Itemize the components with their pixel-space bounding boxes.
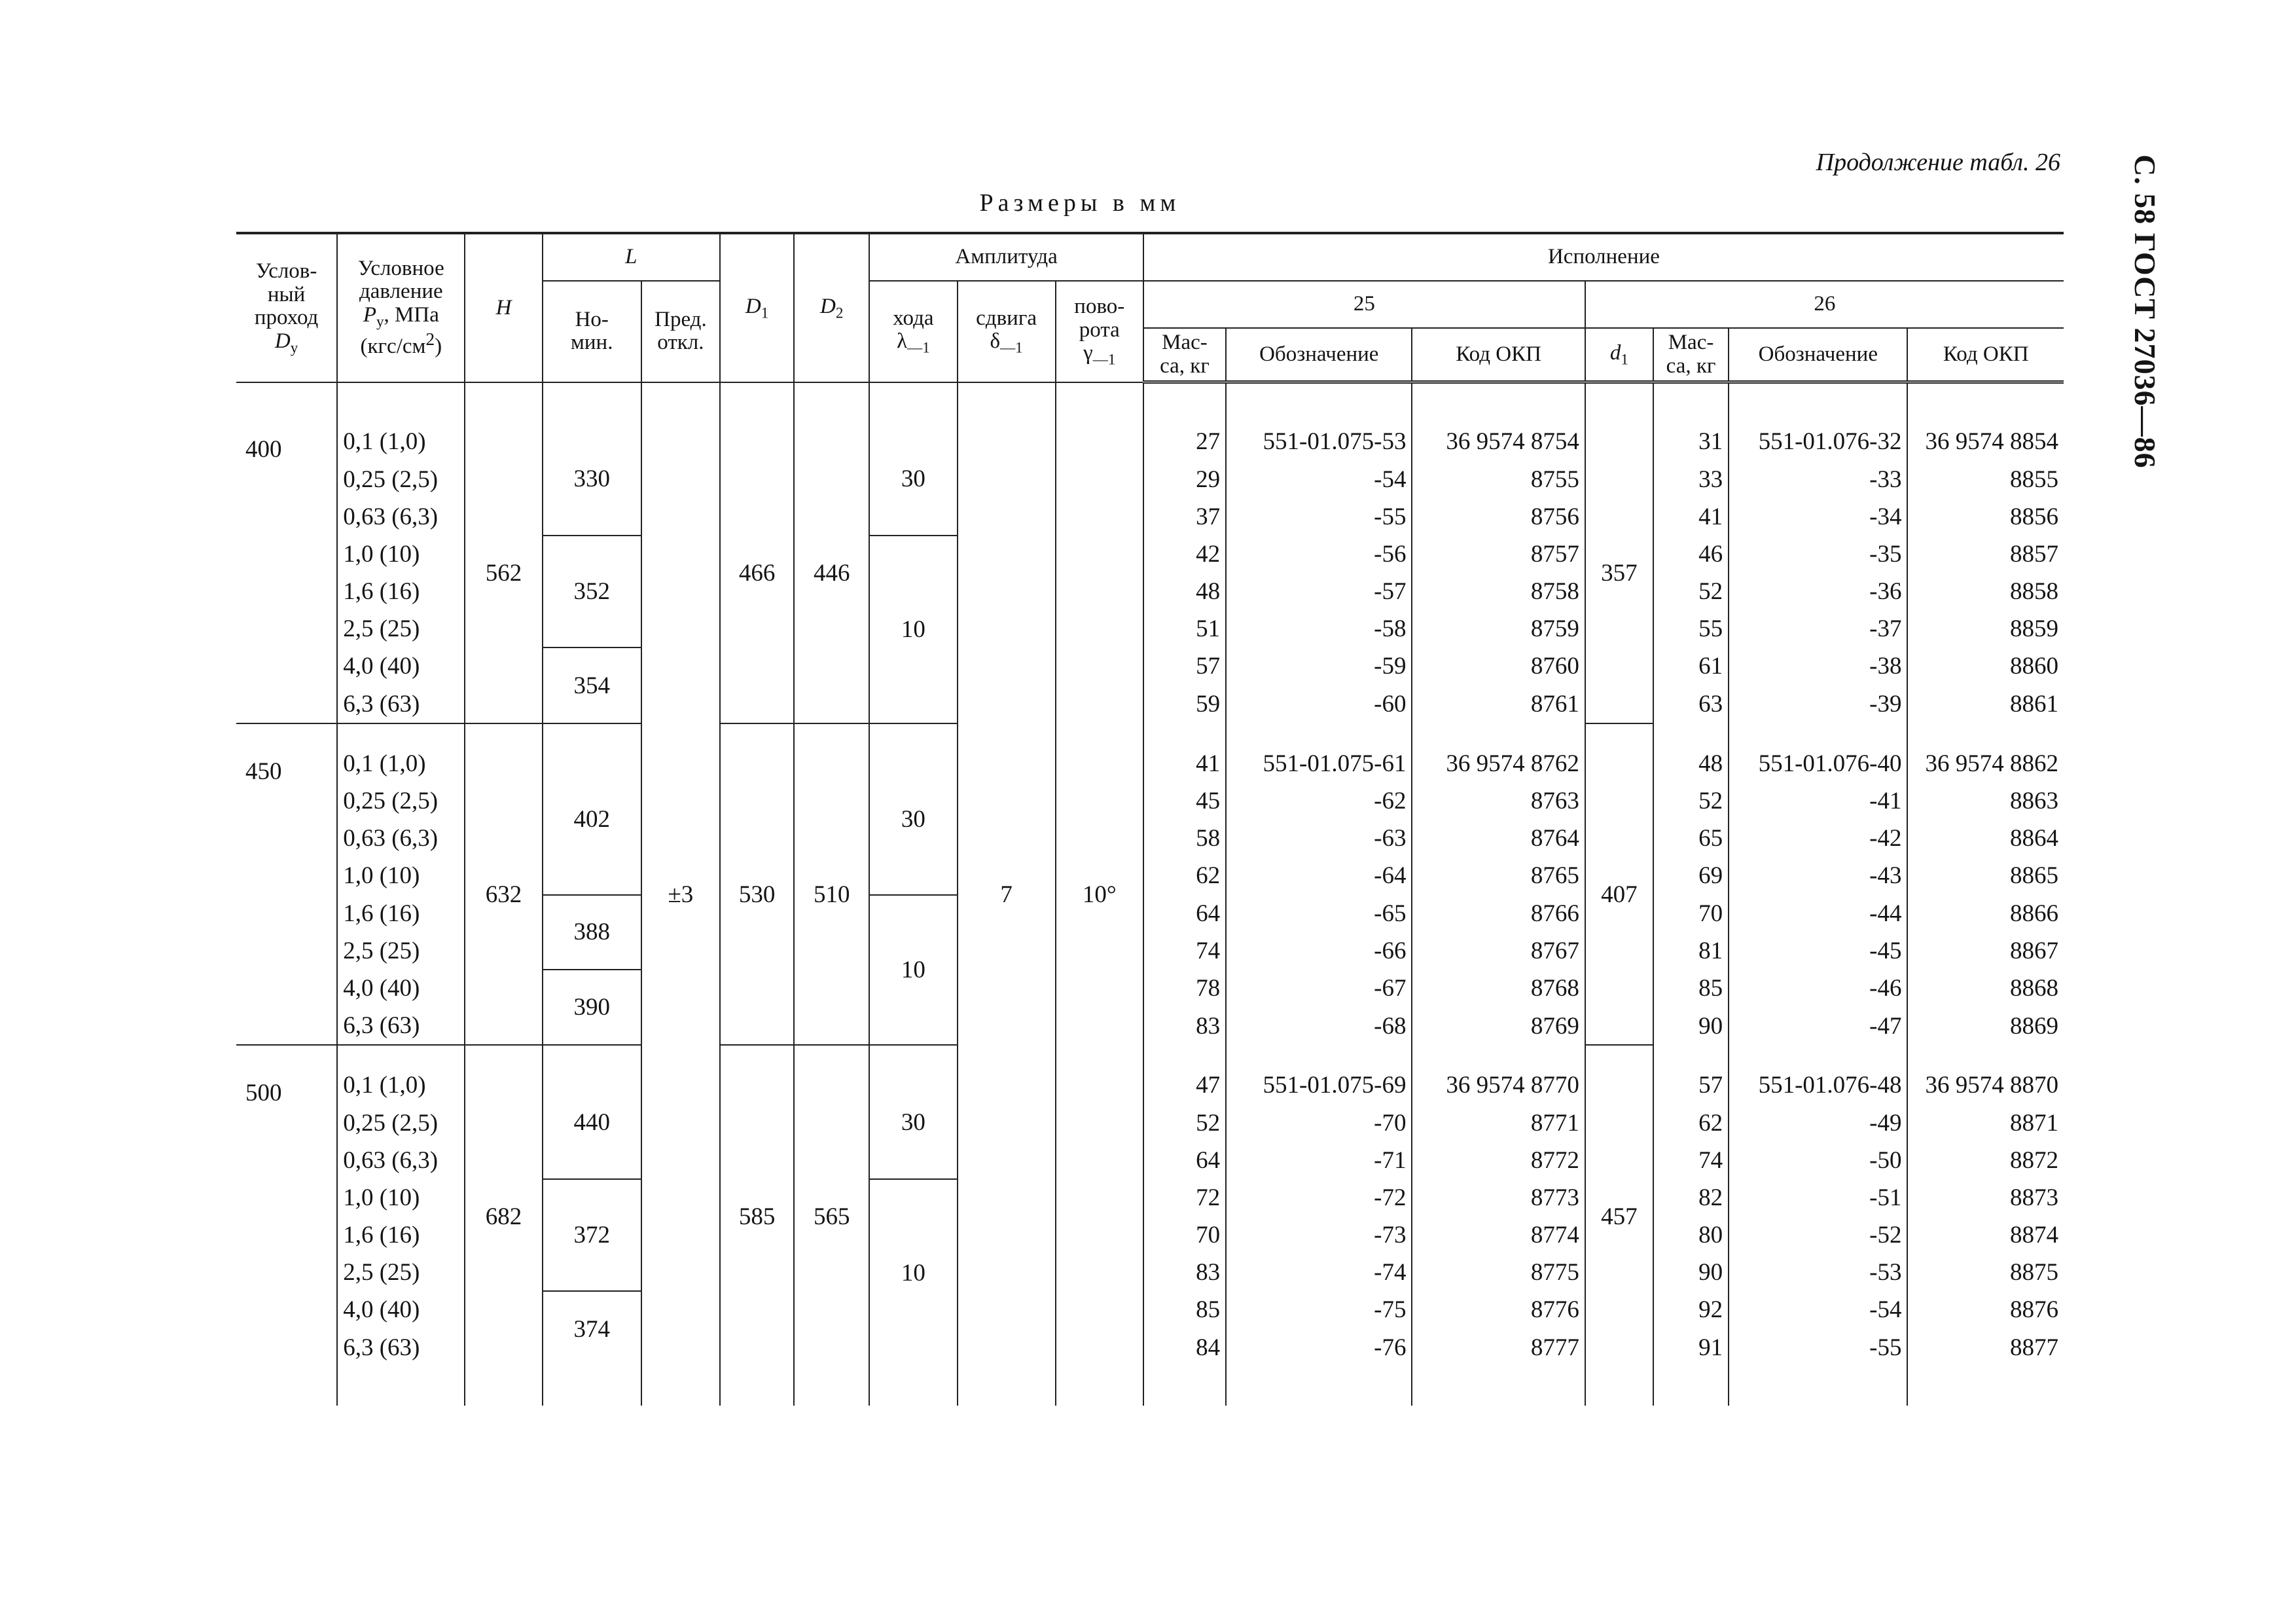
- mass-26-cell: 65: [1653, 820, 1729, 857]
- bottom-spacer-cell: [1907, 1366, 2064, 1406]
- separator-cell: [794, 723, 869, 745]
- designation-26-cell: -54: [1729, 1291, 1907, 1328]
- designation-26-cell: -44: [1729, 895, 1907, 932]
- header-small-d1: $d_1$: [1585, 328, 1653, 382]
- designation-25-cell: -74: [1226, 1254, 1412, 1291]
- bottom-spacer-cell: [1729, 1366, 1907, 1406]
- mass-26-cell: 80: [1653, 1216, 1729, 1254]
- designation-25-cell: -62: [1226, 782, 1412, 820]
- table-row: [236, 1067, 2064, 1104]
- bottom-spacer-cell: [465, 1366, 542, 1406]
- mass-26-cell: 46: [1653, 536, 1729, 573]
- bottom-spacer-cell: [641, 1366, 720, 1406]
- okp-26-cell: 8877: [1907, 1329, 2064, 1366]
- designation-25-cell: -55: [1226, 498, 1412, 536]
- okp-25-cell: 8764: [1412, 820, 1585, 857]
- pressure-cell: 2,5 (25): [337, 932, 465, 970]
- bottom-spacer-cell: [958, 1366, 1056, 1406]
- header-amplitude-shift: сдвига $\delta_{—1}$: [958, 281, 1056, 382]
- okp-26-cell: 8860: [1907, 647, 2064, 685]
- okp-26-cell: 8857: [1907, 536, 2064, 573]
- pressure-cell: 0,25 (2,5): [337, 782, 465, 820]
- header-d2: $D_2$: [794, 233, 869, 382]
- okp-25-cell: 8757: [1412, 536, 1585, 573]
- okp-25-cell: 8766: [1412, 895, 1585, 932]
- designation-25-cell: -66: [1226, 932, 1412, 970]
- mass-26-cell: 48: [1653, 745, 1729, 782]
- separator-cell: [720, 1045, 794, 1067]
- length-deviation-cell: ±3: [641, 423, 720, 1366]
- separator-cell: [1412, 723, 1585, 745]
- page-side-header: С. 58 ГОСТ 27036—86: [2128, 155, 2162, 469]
- amplitude-stroke-cell: 30: [869, 1067, 957, 1179]
- pressure-cell: 0,63 (6,3): [337, 1142, 465, 1179]
- nominal-bore-cell: 450: [245, 757, 282, 785]
- header-designation-26: Обозначение: [1729, 328, 1907, 382]
- okp-25-cell: 8758: [1412, 573, 1585, 610]
- designation-26-cell: -52: [1729, 1216, 1907, 1254]
- designation-25-cell: -56: [1226, 536, 1412, 573]
- okp-25-cell: 36 9574 8770: [1412, 1067, 1585, 1104]
- mass-25-cell: 45: [1143, 782, 1226, 820]
- designation-26-cell: -50: [1729, 1142, 1907, 1179]
- okp-25-cell: 8776: [1412, 1291, 1585, 1328]
- okp-26-cell: 8872: [1907, 1142, 2064, 1179]
- designation-25-cell: -57: [1226, 573, 1412, 610]
- okp-26-cell: 8867: [1907, 932, 2064, 970]
- header-amplitude: Амплитуда: [869, 233, 1143, 281]
- designation-25-cell: -59: [1226, 647, 1412, 685]
- okp-26-cell: 8876: [1907, 1291, 2064, 1328]
- okp-26-cell: 8866: [1907, 895, 2064, 932]
- pressure-cell: 2,5 (25): [337, 1254, 465, 1291]
- amplitude-stroke-cell: 10: [869, 1179, 957, 1366]
- height-cell: 632: [465, 745, 542, 1046]
- okp-26-cell: 36 9574 8862: [1907, 745, 2064, 782]
- designation-26-cell: -51: [1729, 1179, 1907, 1216]
- spacer-cell: [1143, 382, 1226, 424]
- okp-25-cell: 8771: [1412, 1104, 1585, 1141]
- okp-26-cell: 8874: [1907, 1216, 2064, 1254]
- pressure-cell: 0,1 (1,0): [337, 1067, 465, 1104]
- mass-26-cell: 69: [1653, 857, 1729, 894]
- okp-25-cell: 36 9574 8754: [1412, 423, 1585, 460]
- designation-25-cell: -76: [1226, 1329, 1412, 1366]
- separator-cell: [337, 1045, 465, 1067]
- okp-25-cell: 8763: [1412, 782, 1585, 820]
- designation-26-cell: -55: [1729, 1329, 1907, 1366]
- spacer-row: [236, 382, 2064, 424]
- designation-26-cell: -53: [1729, 1254, 1907, 1291]
- okp-25-cell: 8774: [1412, 1216, 1585, 1254]
- spacer-cell: [1907, 382, 2064, 424]
- length-nominal-cell: 374: [543, 1291, 641, 1366]
- table-row: [236, 745, 2064, 782]
- designation-26-cell: -49: [1729, 1104, 1907, 1141]
- separator-cell: [1143, 723, 1226, 745]
- mass-25-cell: 51: [1143, 610, 1226, 647]
- okp-25-cell: 8773: [1412, 1179, 1585, 1216]
- mass-26-cell: 81: [1653, 932, 1729, 970]
- okp-25-cell: 8767: [1412, 932, 1585, 970]
- length-nominal-cell: 330: [543, 423, 641, 536]
- height-cell: 682: [465, 1067, 542, 1366]
- designation-25-cell: -73: [1226, 1216, 1412, 1254]
- pressure-cell: 1,0 (10): [337, 536, 465, 573]
- okp-26-cell: 36 9574 8870: [1907, 1067, 2064, 1104]
- pressure-cell: 2,5 (25): [337, 610, 465, 647]
- header-okp-25: Код ОКП: [1412, 328, 1585, 382]
- amplitude-stroke-cell: 30: [869, 423, 957, 536]
- spacer-cell: [794, 382, 869, 424]
- designation-25-cell: -72: [1226, 1179, 1412, 1216]
- header-okp-26: Код ОКП: [1907, 328, 2064, 382]
- d1-cell: 466: [720, 423, 794, 723]
- separator-cell: [465, 723, 542, 745]
- separator-cell: [1226, 723, 1412, 745]
- separator-cell: [1585, 723, 1653, 745]
- mass-25-cell: 48: [1143, 573, 1226, 610]
- okp-25-cell: 8755: [1412, 460, 1585, 498]
- separator-cell: [1585, 1045, 1653, 1067]
- bottom-spacer-cell: [1143, 1366, 1226, 1406]
- amplitude-rotation-cell: 10°: [1056, 423, 1143, 1366]
- table-row: [236, 423, 2064, 460]
- mass-25-cell: 59: [1143, 685, 1226, 723]
- separator-cell: [337, 723, 465, 745]
- mass-26-cell: 63: [1653, 685, 1729, 723]
- header-length-deviation: Пред. откл.: [641, 281, 720, 382]
- spacer-cell: [1056, 382, 1143, 424]
- mass-25-cell: 70: [1143, 1216, 1226, 1254]
- separator-cell: [236, 723, 337, 745]
- pressure-cell: 6,3 (63): [337, 1007, 465, 1045]
- designation-25-cell: -63: [1226, 820, 1412, 857]
- nominal-bore-cell: 500: [245, 1080, 282, 1107]
- mass-25-cell: 57: [1143, 647, 1226, 685]
- height-cell: 562: [465, 423, 542, 723]
- mass-26-cell: 70: [1653, 895, 1729, 932]
- separator-cell: [1729, 723, 1907, 745]
- separator-cell: [236, 1045, 337, 1067]
- units-caption: Размеры в мм: [979, 189, 1181, 217]
- mass-26-cell: 61: [1653, 647, 1729, 685]
- spacer-cell: [337, 382, 465, 424]
- bottom-spacer-cell: [1412, 1366, 1585, 1406]
- pressure-cell: 0,1 (1,0): [337, 423, 465, 460]
- amplitude-stroke-cell: 10: [869, 536, 957, 723]
- d2-cell: 510: [794, 745, 869, 1046]
- mass-26-cell: 62: [1653, 1104, 1729, 1141]
- length-nominal-cell: 352: [543, 536, 641, 648]
- designation-25-cell: 551-01.075-61: [1226, 745, 1412, 782]
- designation-26-cell: -33: [1729, 460, 1907, 498]
- separator-cell: [1226, 1045, 1412, 1067]
- designation-25-cell: -64: [1226, 857, 1412, 894]
- okp-25-cell: 8759: [1412, 610, 1585, 647]
- designation-26-cell: -34: [1729, 498, 1907, 536]
- okp-26-cell: 8856: [1907, 498, 2064, 536]
- mass-26-cell: 85: [1653, 970, 1729, 1007]
- header-amplitude-stroke: хода $\lambda_{—1}$: [869, 281, 957, 382]
- mass-26-cell: 33: [1653, 460, 1729, 498]
- header-height: H: [465, 233, 542, 382]
- group-separator-row: [236, 1045, 2064, 1067]
- spacer-cell: [641, 382, 720, 424]
- mass-26-cell: 41: [1653, 498, 1729, 536]
- mass-25-cell: 37: [1143, 498, 1226, 536]
- nominal-bore-cell: 400: [245, 436, 282, 464]
- designation-25-cell: -71: [1226, 1142, 1412, 1179]
- spacer-cell: [958, 382, 1056, 424]
- spacer-cell: [236, 382, 337, 424]
- separator-cell: [1907, 723, 2064, 745]
- okp-25-cell: 8777: [1412, 1329, 1585, 1366]
- pressure-cell: 0,25 (2,5): [337, 460, 465, 498]
- spacer-cell: [1585, 382, 1653, 424]
- designation-25-cell: -70: [1226, 1104, 1412, 1141]
- okp-26-cell: 8861: [1907, 685, 2064, 723]
- header-execution: Исполнение: [1143, 233, 2064, 281]
- separator-cell: [1653, 1045, 1729, 1067]
- okp-25-cell: 8775: [1412, 1254, 1585, 1291]
- designation-26-cell: -35: [1729, 536, 1907, 573]
- mass-25-cell: 29: [1143, 460, 1226, 498]
- group-separator-row: [236, 723, 2064, 745]
- length-nominal-cell: 354: [543, 647, 641, 723]
- okp-25-cell: 8772: [1412, 1142, 1585, 1179]
- table-continuation-caption: Продолжение табл. 26: [1816, 149, 2060, 176]
- designation-25-cell: -67: [1226, 970, 1412, 1007]
- designation-26-cell: -39: [1729, 685, 1907, 723]
- d1-cell: 585: [720, 1067, 794, 1366]
- spacer-cell: [720, 382, 794, 424]
- designation-26-cell: 551-01.076-32: [1729, 423, 1907, 460]
- spacer-cell: [1226, 382, 1412, 424]
- mass-25-cell: 58: [1143, 820, 1226, 857]
- header-d1: $D_1$: [720, 233, 794, 382]
- bottom-spacer-cell: [720, 1366, 794, 1406]
- okp-25-cell: 36 9574 8762: [1412, 745, 1585, 782]
- amplitude-stroke-cell: 30: [869, 745, 957, 895]
- mass-25-cell: 41: [1143, 745, 1226, 782]
- bottom-spacer-cell: [1226, 1366, 1412, 1406]
- mass-26-cell: 57: [1653, 1067, 1729, 1104]
- length-nominal-cell: 440: [543, 1067, 641, 1179]
- length-nominal-cell: 390: [543, 970, 641, 1045]
- designation-26-cell: -46: [1729, 970, 1907, 1007]
- okp-26-cell: 8871: [1907, 1104, 2064, 1141]
- mass-26-cell: 52: [1653, 573, 1729, 610]
- okp-26-cell: 8865: [1907, 857, 2064, 894]
- designation-25-cell: -65: [1226, 895, 1412, 932]
- mass-26-cell: 74: [1653, 1142, 1729, 1179]
- pressure-cell: 0,25 (2,5): [337, 1104, 465, 1141]
- separator-cell: [543, 1045, 641, 1067]
- pressure-cell: 4,0 (40): [337, 647, 465, 685]
- pressure-cell: 0,63 (6,3): [337, 820, 465, 857]
- header-amplitude-rotation: пово- рота $\gamma_{—1}$: [1056, 281, 1143, 382]
- separator-cell: [1729, 1045, 1907, 1067]
- designation-26-cell: -47: [1729, 1007, 1907, 1045]
- mass-26-cell: 52: [1653, 782, 1729, 820]
- amplitude-shift-cell: 7: [958, 423, 1056, 1366]
- okp-26-cell: 8864: [1907, 820, 2064, 857]
- mass-26-cell: 90: [1653, 1254, 1729, 1291]
- amplitude-stroke-cell: 10: [869, 895, 957, 1046]
- small-d1-cell: 357: [1585, 423, 1653, 723]
- separator-cell: [1143, 1045, 1226, 1067]
- header-length-nominal: Но- мин.: [543, 281, 641, 382]
- designation-25-cell: 551-01.075-69: [1226, 1067, 1412, 1104]
- mass-25-cell: 84: [1143, 1329, 1226, 1366]
- pressure-cell: 4,0 (40): [337, 1291, 465, 1328]
- bottom-spacer-cell: [794, 1366, 869, 1406]
- length-nominal-cell: 372: [543, 1179, 641, 1292]
- table-header: [236, 233, 2064, 382]
- mass-26-cell: 92: [1653, 1291, 1729, 1328]
- okp-25-cell: 8768: [1412, 970, 1585, 1007]
- d2-cell: 565: [794, 1067, 869, 1366]
- mass-25-cell: 42: [1143, 536, 1226, 573]
- designation-25-cell: -58: [1226, 610, 1412, 647]
- designation-26-cell: -36: [1729, 573, 1907, 610]
- bottom-spacer-cell: [1653, 1366, 1729, 1406]
- header-execution-25: 25: [1143, 281, 1585, 328]
- okp-26-cell: 8873: [1907, 1179, 2064, 1216]
- mass-25-cell: 78: [1143, 970, 1226, 1007]
- mass-25-cell: 47: [1143, 1067, 1226, 1104]
- spacer-cell: [869, 382, 957, 424]
- designation-26-cell: -41: [1729, 782, 1907, 820]
- designation-25-cell: -60: [1226, 685, 1412, 723]
- mass-26-cell: 55: [1653, 610, 1729, 647]
- length-nominal-cell: 388: [543, 895, 641, 970]
- separator-cell: [465, 1045, 542, 1067]
- header-nominal-bore: Услов- ный проход $D_у$: [236, 233, 337, 382]
- small-d1-cell: 407: [1585, 745, 1653, 1046]
- mass-25-cell: 74: [1143, 932, 1226, 970]
- spacer-cell: [1653, 382, 1729, 424]
- okp-26-cell: 8855: [1907, 460, 2064, 498]
- header-execution-26: 26: [1585, 281, 2064, 328]
- spacer-cell: [1412, 382, 1585, 424]
- table-body: [236, 382, 2064, 1406]
- header-designation-25: Обозначение: [1226, 328, 1412, 382]
- separator-cell: [720, 723, 794, 745]
- okp-26-cell: 8869: [1907, 1007, 2064, 1045]
- pressure-cell: 1,6 (16): [337, 1216, 465, 1254]
- designation-25-cell: 551-01.075-53: [1226, 423, 1412, 460]
- separator-cell: [869, 723, 957, 745]
- bottom-spacer-cell: [543, 1366, 641, 1406]
- okp-25-cell: 8765: [1412, 857, 1585, 894]
- header-mass-26: Мас- са, кг: [1653, 328, 1729, 382]
- mass-26-cell: 91: [1653, 1329, 1729, 1366]
- spacer-cell: [465, 382, 542, 424]
- okp-26-cell: 8859: [1907, 610, 2064, 647]
- pressure-cell: 0,63 (6,3): [337, 498, 465, 536]
- bottom-spacer-cell: [869, 1366, 957, 1406]
- designation-25-cell: -68: [1226, 1007, 1412, 1045]
- designation-26-cell: -37: [1729, 610, 1907, 647]
- header-mass-25: Мас- са, кг: [1143, 328, 1226, 382]
- pressure-cell: 6,3 (63): [337, 685, 465, 723]
- pressure-cell: 6,3 (63): [337, 1329, 465, 1366]
- mass-25-cell: 64: [1143, 895, 1226, 932]
- designation-26-cell: 551-01.076-40: [1729, 745, 1907, 782]
- d1-cell: 530: [720, 745, 794, 1046]
- designation-25-cell: -75: [1226, 1291, 1412, 1328]
- okp-25-cell: 8760: [1412, 647, 1585, 685]
- header-length-group: L: [543, 233, 720, 281]
- okp-26-cell: 8863: [1907, 782, 2064, 820]
- okp-26-cell: 36 9574 8854: [1907, 423, 2064, 460]
- spacer-cell: [1729, 382, 1907, 424]
- separator-cell: [1907, 1045, 2064, 1067]
- mass-25-cell: 27: [1143, 423, 1226, 460]
- designation-26-cell: -38: [1729, 647, 1907, 685]
- okp-25-cell: 8769: [1412, 1007, 1585, 1045]
- bottom-spacer-row: [236, 1366, 2064, 1406]
- okp-26-cell: 8868: [1907, 970, 2064, 1007]
- pressure-cell: 1,6 (16): [337, 895, 465, 932]
- separator-cell: [794, 1045, 869, 1067]
- length-nominal-cell: 402: [543, 745, 641, 895]
- pressure-cell: 4,0 (40): [337, 970, 465, 1007]
- okp-25-cell: 8756: [1412, 498, 1585, 536]
- designation-26-cell: -43: [1729, 857, 1907, 894]
- separator-cell: [1653, 723, 1729, 745]
- separator-cell: [543, 723, 641, 745]
- okp-26-cell: 8858: [1907, 573, 2064, 610]
- pressure-cell: 1,0 (10): [337, 1179, 465, 1216]
- pressure-cell: 0,1 (1,0): [337, 745, 465, 782]
- mass-25-cell: 64: [1143, 1142, 1226, 1179]
- designation-26-cell: 551-01.076-48: [1729, 1067, 1907, 1104]
- bottom-spacer-cell: [1585, 1366, 1653, 1406]
- mass-25-cell: 83: [1143, 1254, 1226, 1291]
- bottom-spacer-cell: [236, 1366, 337, 1406]
- dimensions-table: [236, 232, 2064, 1406]
- separator-cell: [1412, 1045, 1585, 1067]
- mass-25-cell: 52: [1143, 1104, 1226, 1141]
- designation-26-cell: -45: [1729, 932, 1907, 970]
- separator-cell: [869, 1045, 957, 1067]
- header-nominal-pressure: Условное давление $P_у$, МПа $(кгс/см^2)$: [337, 233, 465, 382]
- bottom-spacer-cell: [337, 1366, 465, 1406]
- okp-25-cell: 8761: [1412, 685, 1585, 723]
- mass-26-cell: 31: [1653, 423, 1729, 460]
- bottom-spacer-cell: [1056, 1366, 1143, 1406]
- mass-26-cell: 82: [1653, 1179, 1729, 1216]
- pressure-cell: 1,6 (16): [337, 573, 465, 610]
- d2-cell: 446: [794, 423, 869, 723]
- designation-26-cell: -42: [1729, 820, 1907, 857]
- mass-25-cell: 72: [1143, 1179, 1226, 1216]
- spacer-cell: [543, 382, 641, 424]
- mass-25-cell: 83: [1143, 1007, 1226, 1045]
- mass-25-cell: 62: [1143, 857, 1226, 894]
- small-d1-cell: 457: [1585, 1067, 1653, 1366]
- designation-25-cell: -54: [1226, 460, 1412, 498]
- mass-25-cell: 85: [1143, 1291, 1226, 1328]
- pressure-cell: 1,0 (10): [337, 857, 465, 894]
- okp-26-cell: 8875: [1907, 1254, 2064, 1291]
- mass-26-cell: 90: [1653, 1007, 1729, 1045]
